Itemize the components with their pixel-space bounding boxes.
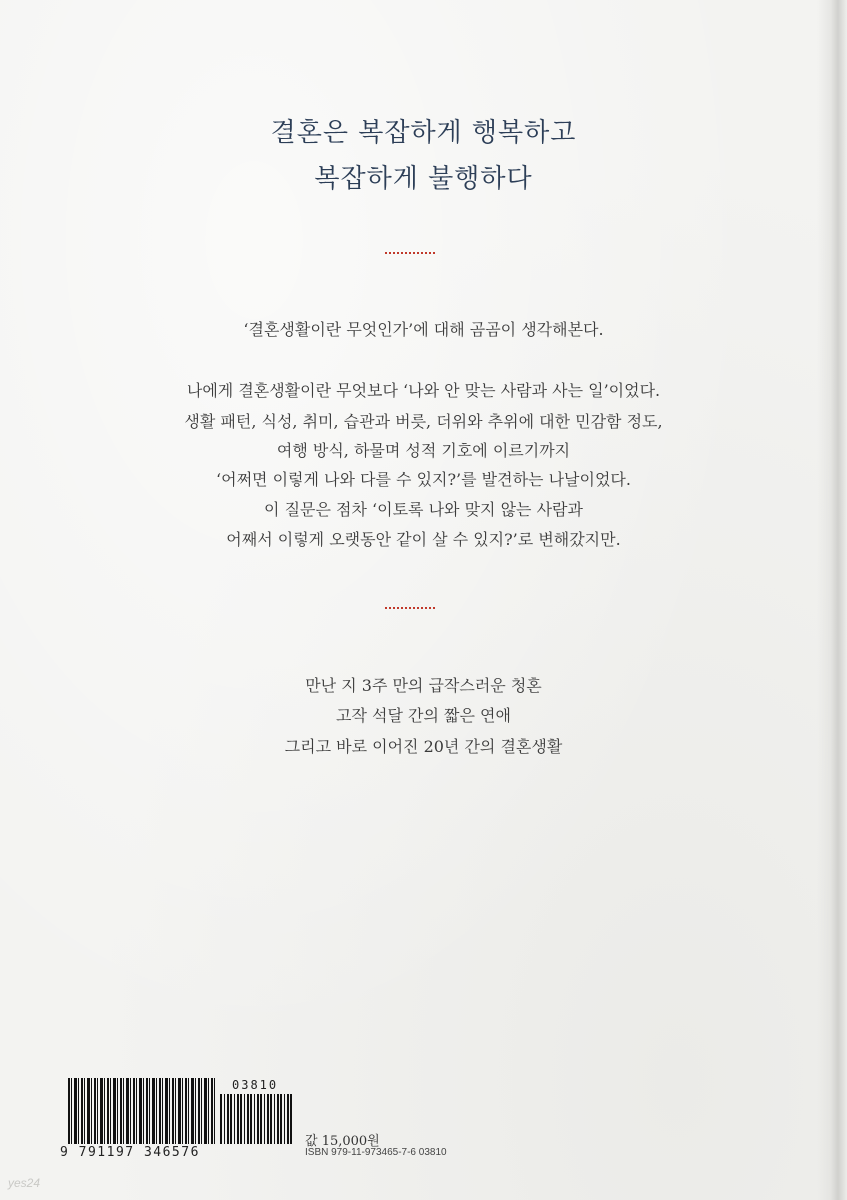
paragraph1-line: ‘결혼생활이란 무엇인가’에 대해 곰곰이 생각해본다.: [243, 320, 604, 339]
paragraph2-line: ‘어쩌면 이렇게 나와 다를 수 있지?’를 발견하는 나날이었다.: [216, 470, 631, 489]
paragraph2-line: 나에게 결혼생활이란 무엇보다 ‘나와 안 맞는 사람과 사는 일’이었다.: [186, 381, 661, 400]
isbn-label: ISBN 979-11-973465-7-6 03810: [305, 1147, 447, 1158]
barcode-digits: 9 791197 346576: [60, 1145, 200, 1160]
isbn-barcode: [60, 1078, 295, 1160]
barcode-bars: [68, 1078, 216, 1144]
barcode-addon-bars: [220, 1094, 294, 1144]
paragraph2-line: 생활 패턴, 식성, 취미, 습관과 버릇, 더위와 추위에 대한 민감함 정도,: [184, 412, 663, 431]
paragraph2-line: 여행 방식, 하물며 성적 기호에 이르기까지: [276, 441, 571, 460]
paragraph3-line: 만난 지 3주 만의 급작스러운 청혼: [305, 676, 542, 695]
paragraph2-line: 어째서 이렇게 오랫동안 같이 살 수 있지?’로 변해갔지만.: [226, 530, 621, 549]
watermark: yes24: [8, 1176, 41, 1190]
headline-line-2: 복잡하게 불행하다: [314, 164, 533, 194]
price-label: 값 15,000원: [305, 1134, 380, 1149]
dotted-divider: [385, 607, 435, 609]
paragraph3-line: 그리고 바로 이어진 20년 간의 결혼생활: [284, 737, 563, 756]
headline-line-1: 결혼은 복잡하게 행복하고: [270, 118, 577, 148]
barcode-addon-number: 03810: [232, 1078, 279, 1092]
paragraph3-line: 고작 석달 간의 짧은 연애: [336, 706, 511, 725]
dotted-divider: [385, 252, 435, 254]
paragraph2-line: 이 질문은 점차 ‘이토록 나와 맞지 않는 사람과: [264, 500, 583, 519]
